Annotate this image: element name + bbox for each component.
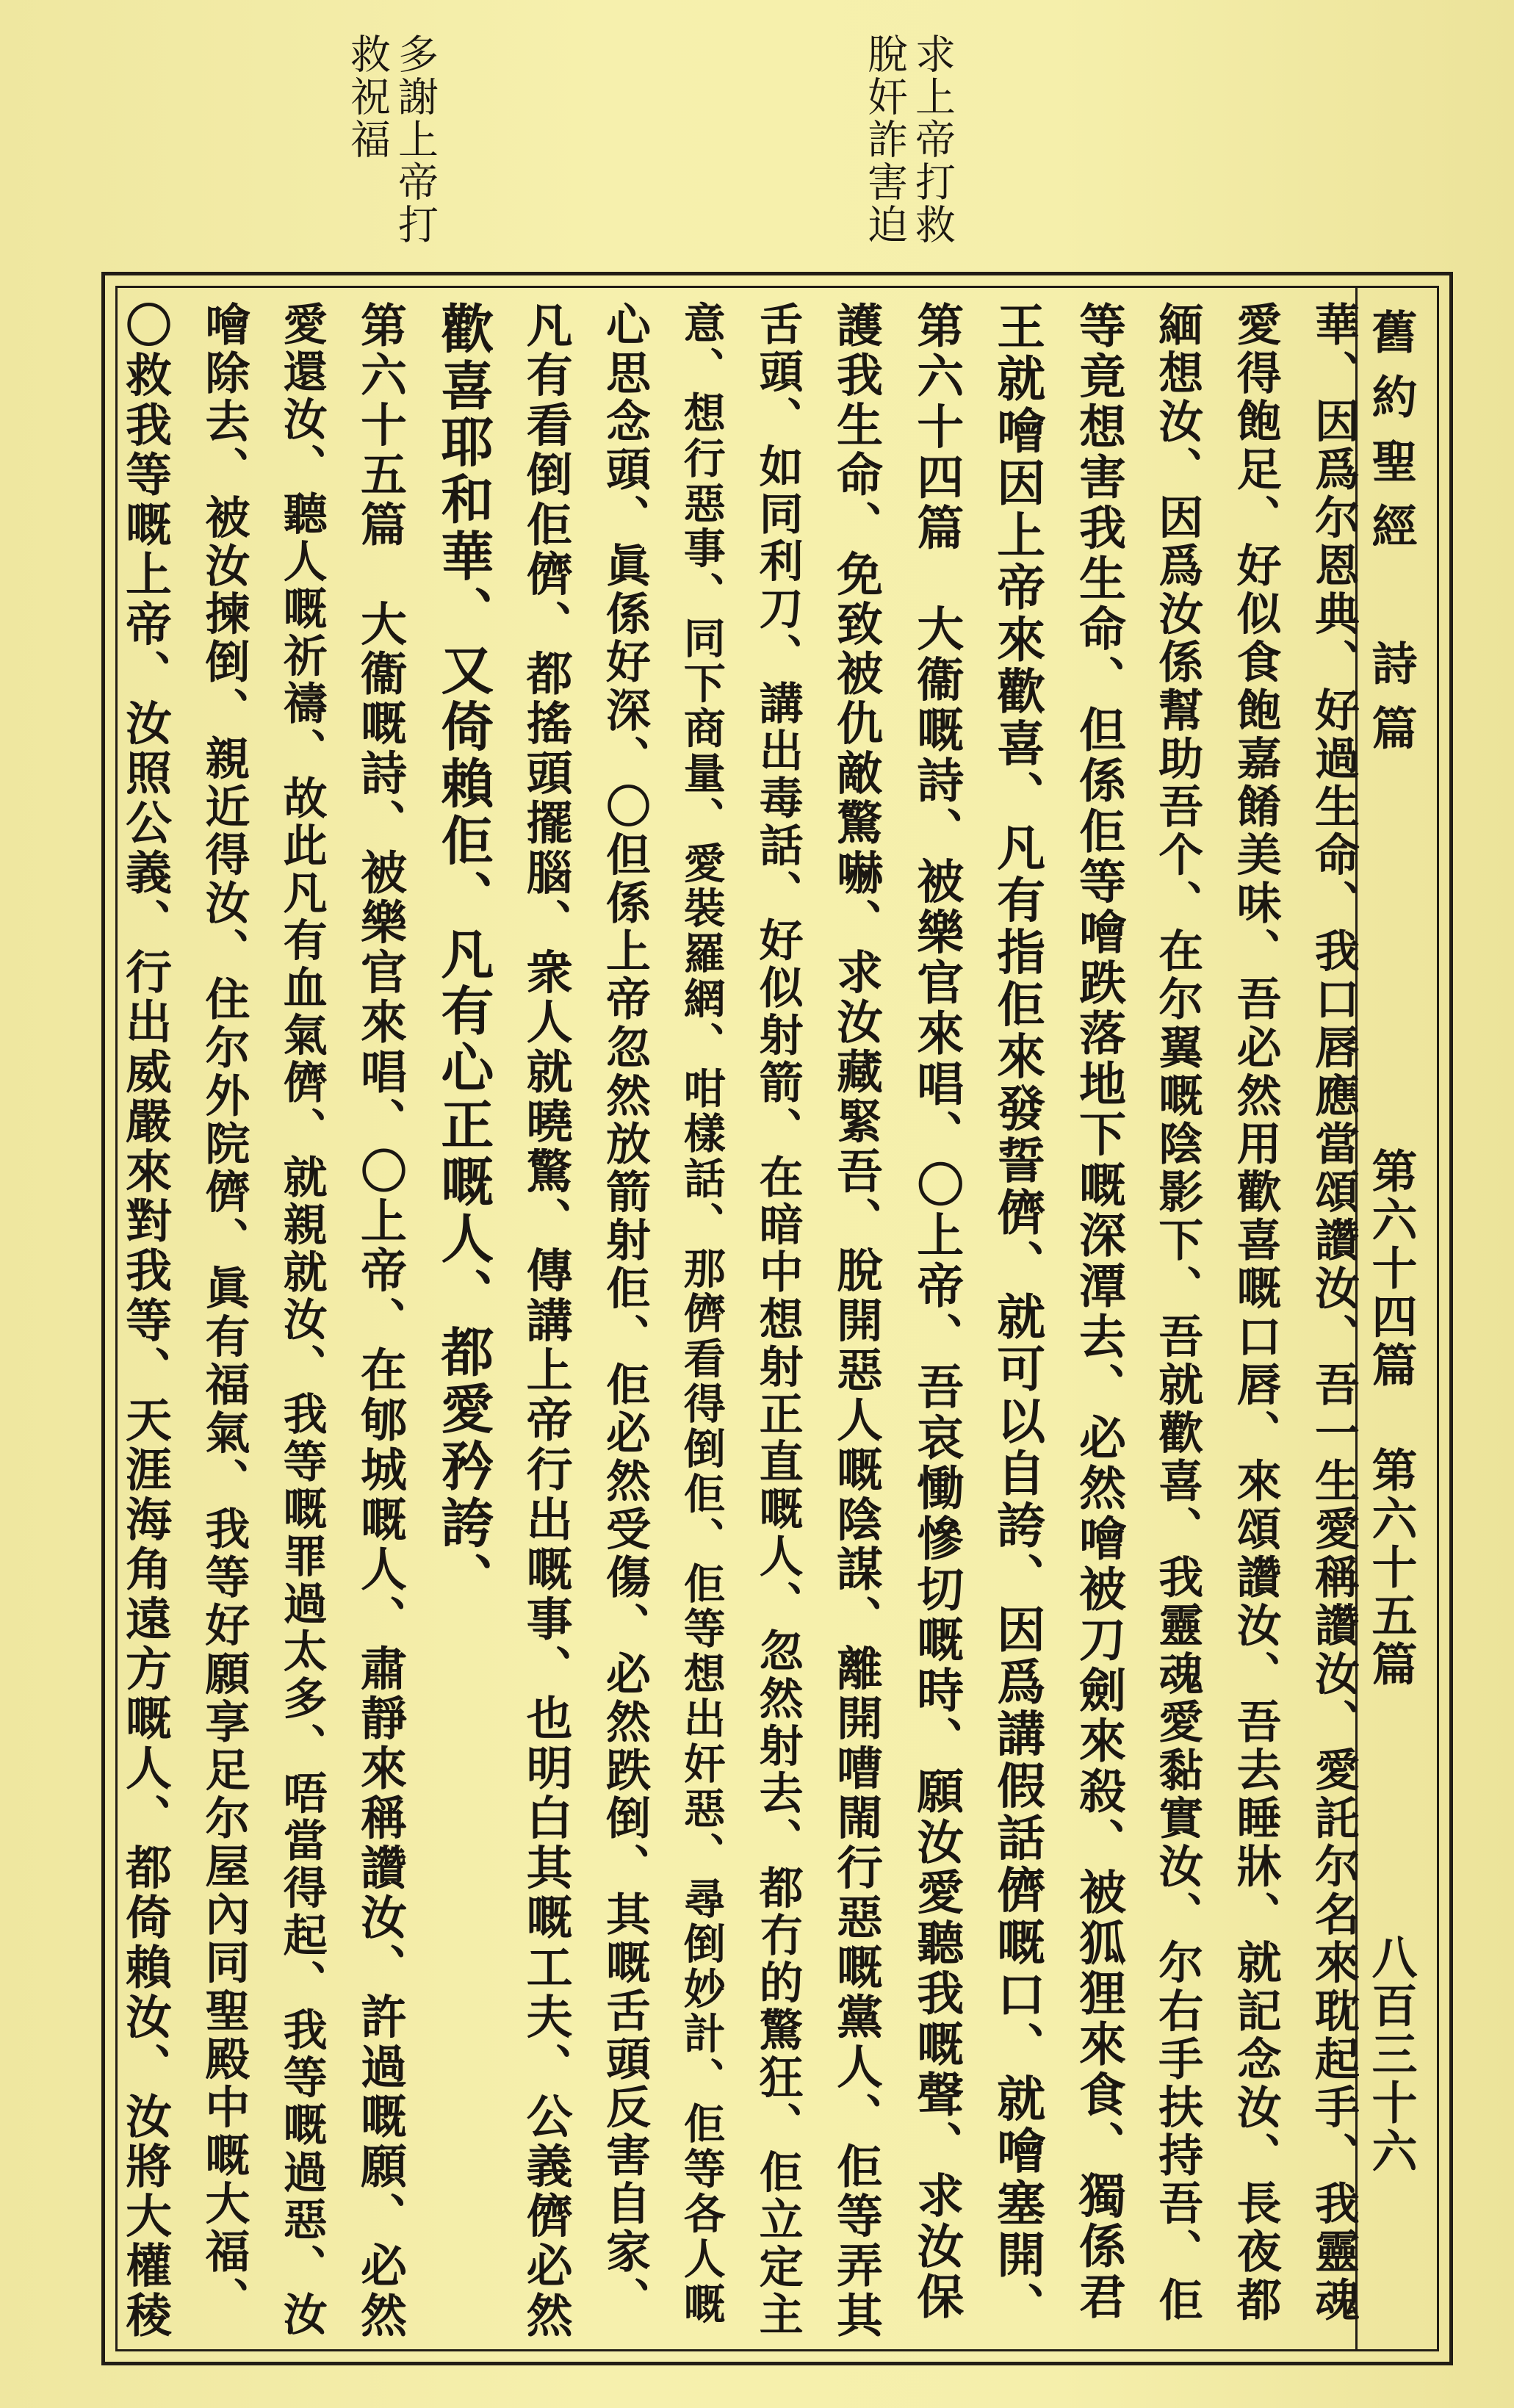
chapter-range: 第六十四篇 第六十五篇 bbox=[1364, 1147, 1418, 1689]
running-title: 舊約聖經 詩篇 bbox=[1364, 309, 1418, 769]
marginal-note-line: 救祝福 bbox=[344, 33, 391, 161]
text-column: 等竟想害我生命、但係佢等噲跌落地下嘅深潭去、必然噲被刀劍來殺、被狐狸來食、獨係君 bbox=[1070, 301, 1126, 2323]
marginal-note-1 bbox=[861, 33, 956, 275]
text-column: 舌頭、如同利刀、講出毒話、好似射箭、在暗中想射正直嘅人、忽然射去、都冇的驚狂、佢立定主 bbox=[751, 301, 804, 2339]
text-column: 華、因爲尔恩典、好過生命、我口唇應當頌讚汝、吾一生愛稱讚汝、愛託尔名來耽起手、我靈魂 bbox=[1307, 301, 1360, 2325]
text-column: 王就噲因上帝來歡喜、凡有指佢來發誓儕、就可以自誇、因爲講假話儕嘅口、就噲塞開、 bbox=[988, 301, 1046, 2335]
text-column: 意、想行惡事、同下商量、愛裝羅網、咁樣話、那儕看得倒佢、佢等想出奸惡、尋倒妙計、佢等各人嘅 bbox=[677, 301, 727, 2327]
page-frame bbox=[101, 272, 1453, 2365]
text-column: 護我生命、免致被仇敵驚嚇、求汝藏緊吾、脫開惡人嘅陰謀、離開嘈閙行惡嘅黨人、佢等弄其 bbox=[829, 301, 884, 2341]
marginal-note-line: 脫奸詐害迫 bbox=[861, 33, 908, 246]
text-column: 緬想汝、因爲汝係幫助吾个、在尔翼嘅陰影下、吾就歡喜、我靈魂愛黏實汝、尔右手扶持吾、佢 bbox=[1151, 301, 1204, 2325]
text-column: 凡有看倒佢儕、都搖頭擺腦、衆人就曉驚、傳講上帝行出嘅事、也明白其嘅工夫、公義儕必然 bbox=[519, 301, 574, 2341]
text-column: 歡喜耶和華、又倚賴佢、凡有心正嘅人、都愛矜誇、 bbox=[432, 301, 495, 1609]
marginal-note-line: 求上帝打救 bbox=[909, 33, 956, 246]
marginal-note-line: 多謝上帝打 bbox=[392, 33, 439, 246]
marginal-note-2 bbox=[344, 33, 439, 275]
psalm-64-heading-column: 第六十四篇 大衞嘅詩、被樂官來唱、〇上帝、吾哀慟慘切嘅時、願汝愛聽我嘅聲、求汝保 bbox=[909, 301, 965, 2323]
text-columns bbox=[118, 292, 1360, 2345]
text-column: 心思念頭、眞係好深、〇但係上帝忽然放箭射佢、佢必然受傷、必然跌倒、其嘅舌頭反害自家、 bbox=[598, 301, 651, 2325]
page-frame-inner bbox=[115, 286, 1439, 2351]
text-column: 愛得飽足、好似食飽嘉餚美味、吾必然用歡喜嘅口唇、來頌讚汝、吾去睡牀、就記念汝、長夜都 bbox=[1229, 301, 1282, 2325]
text-column: 〇救我等嘅上帝、汝照公義、行出威嚴來對我等、天涯海角遠方嘅人、都倚賴汝、汝將大權稜 bbox=[118, 301, 173, 2341]
psalm-65-heading-column: 第六十五篇 大衞嘅詩、被樂官來唱、〇上帝、在郇城嘅人、肅靜來稱讚汝、許過嘅願、必然 bbox=[353, 301, 408, 2341]
text-column: 愛還汝、聽人嘅祈禱、故此凡有血氣儕、就親就汝、我等嘅罪過太多、唔當得起、我等嘅過惡、汝 bbox=[275, 301, 328, 2339]
page-number: 八百三十六 bbox=[1364, 1933, 1418, 2176]
running-header bbox=[1355, 288, 1437, 2349]
text-column: 噲除去、被汝揀倒、親近得汝、住尔外院儕、眞有福氣、我等好願享足尔屋內同聖殿中嘅大福、 bbox=[198, 301, 250, 2325]
